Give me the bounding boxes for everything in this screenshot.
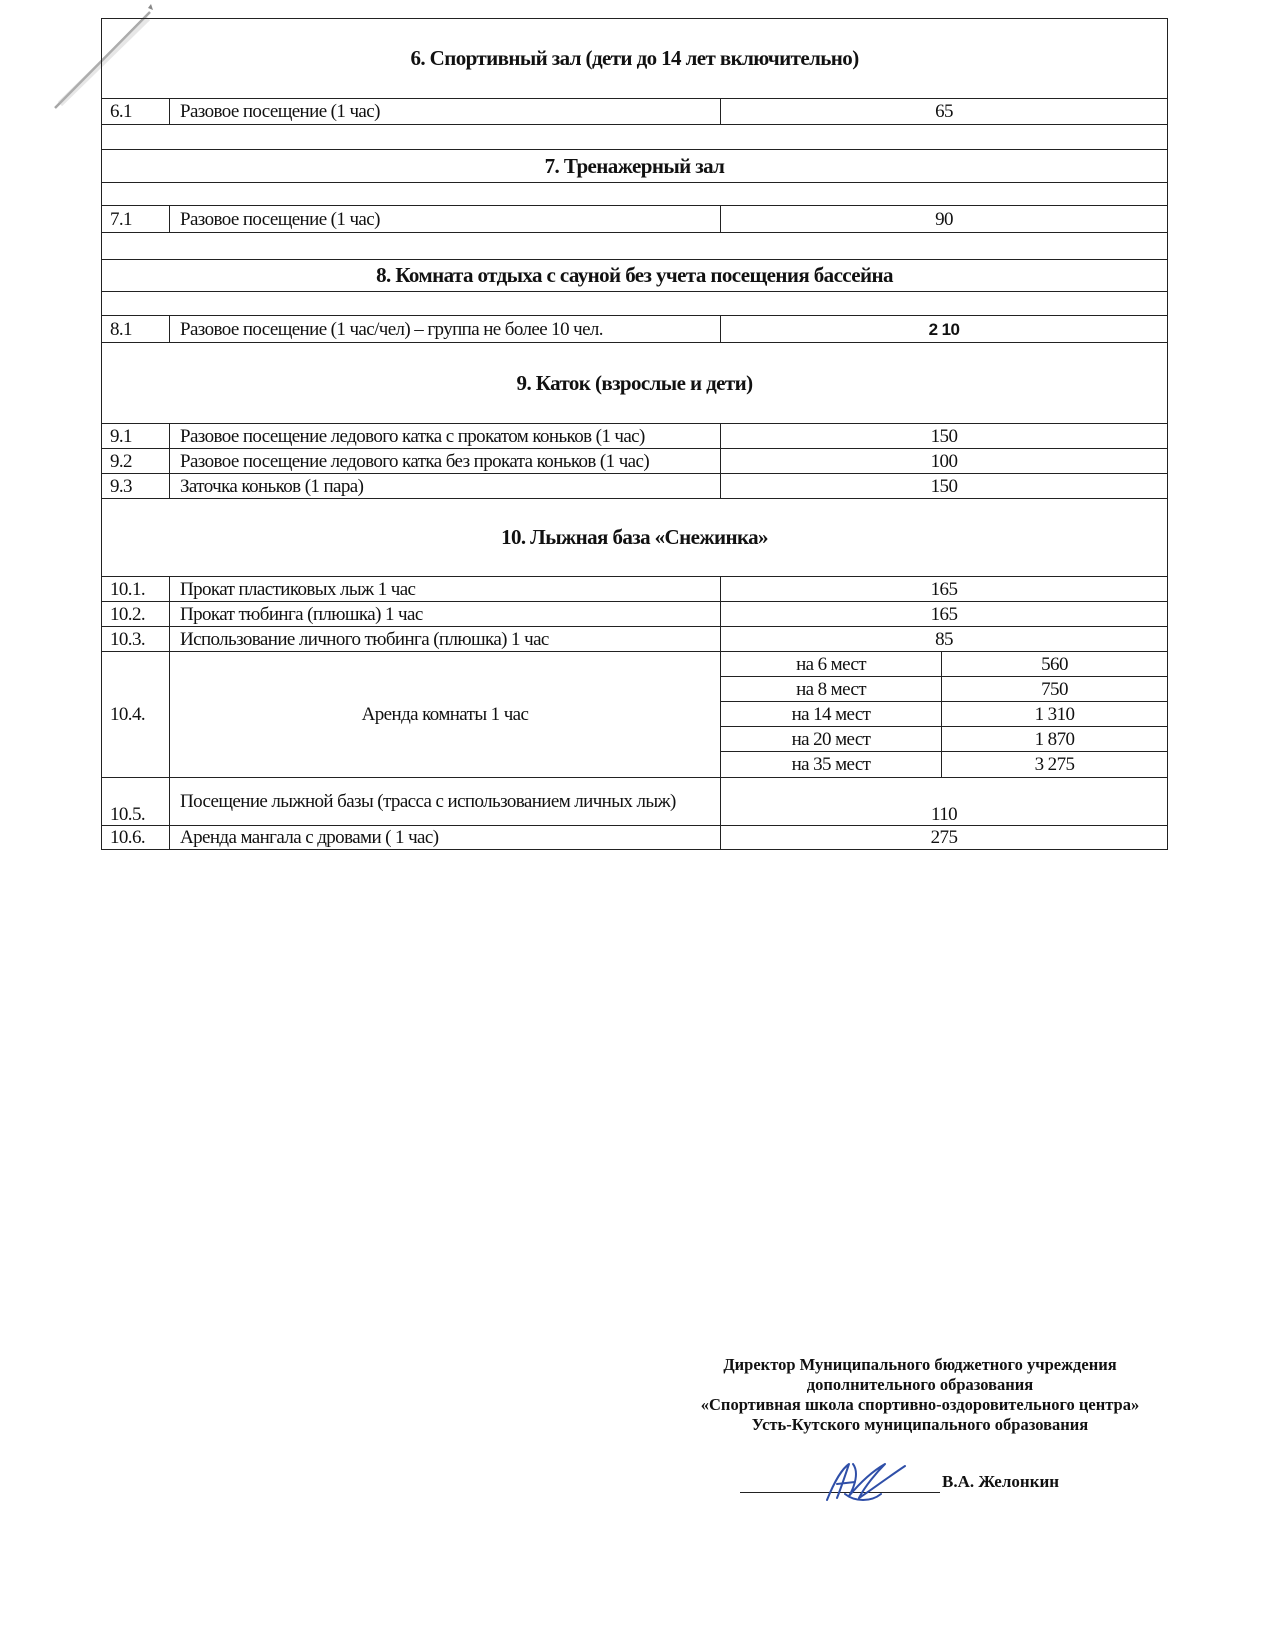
table-row: [102, 449, 1168, 474]
section-header-row: [102, 150, 1168, 183]
service-name: Аренда мангала с дровами ( 1 час): [170, 826, 721, 850]
signer-title-line: Усть-Кутского муниципального образования: [751, 1415, 1089, 1434]
rental-option-price: 1 870: [942, 727, 1168, 752]
row-number: 10.5.: [102, 778, 170, 826]
table-row: [102, 602, 1168, 627]
row-number: 10.3.: [102, 627, 170, 652]
table-row: [102, 627, 1168, 652]
table-row: [102, 577, 1168, 602]
section-6-title: 6. Спортивный зал (дети до 14 лет включительно): [102, 19, 1168, 99]
rental-option-label: на 20 мест: [721, 727, 942, 752]
row-number: 10.2.: [102, 602, 170, 627]
spacer-row: [102, 125, 1168, 150]
service-name: Прокат тюбинга (плюшка) 1 час: [170, 602, 721, 627]
blank-cell: [102, 125, 1168, 150]
service-price: 110: [721, 778, 1168, 826]
section-7-title: 7. Тренажерный зал: [102, 150, 1168, 183]
signer-title-line: Директор Муниципального бюджетного учреждения: [723, 1355, 1117, 1374]
rental-option-label: на 8 мест: [721, 677, 942, 702]
table-row: [102, 474, 1168, 499]
spacer-row: [102, 292, 1168, 316]
table-row: [102, 652, 1168, 677]
row-number: 10.1.: [102, 577, 170, 602]
signer-title-line: дополнительного образования: [806, 1375, 1034, 1394]
blank-cell: [102, 233, 1168, 260]
row-number: 10.4.: [102, 652, 170, 778]
row-number: 6.1: [102, 99, 170, 125]
blank-cell: [102, 292, 1168, 316]
section-header-row: [102, 499, 1168, 577]
rental-option-label: на 6 мест: [721, 652, 942, 677]
service-name: Аренда комнаты 1 час: [170, 652, 721, 778]
section-header-row: [102, 343, 1168, 424]
table-row: [102, 99, 1168, 125]
section-header-row: [102, 19, 1168, 99]
service-name: Разовое посещение (1 час): [170, 206, 721, 233]
rental-option-price: 750: [942, 677, 1168, 702]
service-name: Разовое посещение (1 час/чел) – группа не более 10 чел.: [170, 316, 721, 343]
service-name: Использование личного тюбинга (плюшка) 1 час: [170, 627, 721, 652]
table-row: [102, 826, 1168, 850]
blank-cell: [102, 183, 1168, 206]
service-price: 165: [721, 602, 1168, 627]
row-number: 9.1: [102, 424, 170, 449]
service-price: 90: [721, 206, 1168, 233]
handwritten-signature: [815, 1450, 915, 1510]
row-number: 10.6.: [102, 826, 170, 850]
rental-option-price: 1 310: [942, 702, 1168, 727]
service-price: 100: [721, 449, 1168, 474]
table-row: [102, 424, 1168, 449]
table-row: [102, 316, 1168, 343]
spacer-row: [102, 233, 1168, 260]
service-price: 65: [721, 99, 1168, 125]
service-price: 275: [721, 826, 1168, 850]
service-price: 85: [721, 627, 1168, 652]
section-10-title: 10. Лыжная база «Снежинка»: [102, 499, 1168, 577]
rental-option-price: 560: [942, 652, 1168, 677]
price-table: [101, 18, 1168, 850]
service-price: 150: [721, 424, 1168, 449]
service-price: 2 10: [721, 316, 1168, 343]
service-name: Разовое посещение (1 час): [170, 99, 721, 125]
service-name: Посещение лыжной базы (трасса с использованием личных лыж): [170, 778, 721, 826]
row-number: 9.2: [102, 449, 170, 474]
spacer-row: [102, 183, 1168, 206]
row-number: 8.1: [102, 316, 170, 343]
section-8-title: 8. Комната отдыха с сауной без учета посещения бассейна: [102, 260, 1168, 292]
table-row: [102, 778, 1168, 826]
service-price: 165: [721, 577, 1168, 602]
rental-option-label: на 35 мест: [721, 752, 942, 778]
service-name: Разовое посещение ледового катка без проката коньков (1 час): [170, 449, 721, 474]
rental-option-label: на 14 мест: [721, 702, 942, 727]
row-number: 9.3: [102, 474, 170, 499]
service-name: Разовое посещение ледового катка с прокатом коньков (1 час): [170, 424, 721, 449]
service-name: Прокат пластиковых лыж 1 час: [170, 577, 721, 602]
rental-option-price: 3 275: [942, 752, 1168, 778]
row-number: 7.1: [102, 206, 170, 233]
table-row: [102, 206, 1168, 233]
service-price: 150: [721, 474, 1168, 499]
service-name: Заточка коньков (1 пара): [170, 474, 721, 499]
signer-title-line: «Спортивная школа спортивно-оздоровительного центра»: [700, 1395, 1140, 1414]
signature-block: [660, 1355, 1180, 1435]
section-header-row: [102, 260, 1168, 292]
section-9-title: 9. Каток (взрослые и дети): [102, 343, 1168, 424]
signer-name: В.А. Желонкин: [942, 1472, 1060, 1491]
